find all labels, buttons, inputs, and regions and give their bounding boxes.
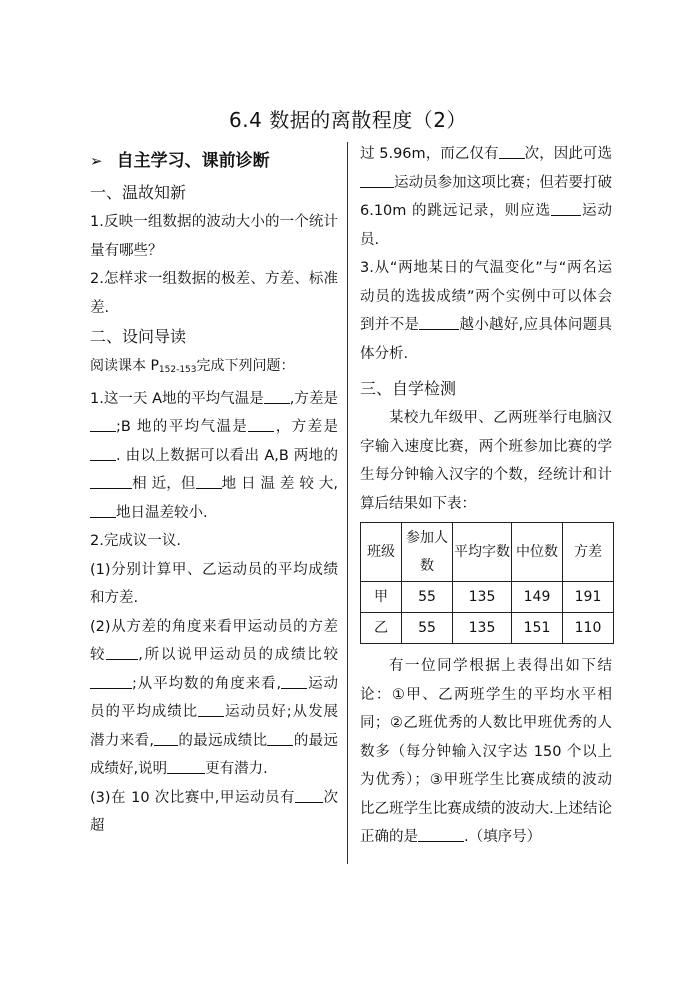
left-column [90,146,338,841]
text-segment: 运动员. [360,203,612,248]
table-cell: 135 [453,582,512,613]
text-segment: 运动员参加这项比赛；但若要打破 6.10m 的跳远记录，则应选 [360,174,612,219]
text-segment: 有一位同学根据上表得出如下结论：①甲、乙两班学生的平均水平相同；②乙班优秀的人数比甲班优秀的人数多（每分钟输入汉字达 150 个以上为优秀）；③甲班学生比赛成绩的波动比乙班学生比赛成绩的波动大.上述结论正确的是 [360,658,612,845]
question-discuss-3 [90,784,338,841]
table-cell: 149 [512,582,563,613]
fill-blank[interactable] [419,315,459,330]
text-segment: 次超 [90,789,338,834]
read-suffix: 完成下列问题： [196,358,295,374]
table-cell: 乙 [361,613,402,644]
conclusion [360,652,612,852]
section-heading-text: 自主学习、课前诊断 [116,151,270,171]
fill-blank[interactable] [360,173,394,188]
text-segment: 的最远成绩好,说明 [90,732,339,777]
table-cell: 甲 [361,582,402,613]
fill-blank[interactable] [154,731,178,746]
text-segment: 地日温差较小. [116,504,208,521]
fill-blank[interactable] [90,674,132,689]
section-heading [90,146,338,176]
text-segment: 运动员好;从发展潜力来看, [90,704,339,749]
question-discuss-1: (1)分别计算甲、乙运动员的平均成绩和方差. [90,561,338,606]
fill-blank[interactable] [281,674,307,689]
fill-blank[interactable] [295,788,323,803]
text-segment: .（填序号） [464,829,542,845]
question-discuss: 2.完成议一议. [90,533,181,549]
table-cell: 55 [402,613,453,644]
text-segment: . 由以上数据可以看出 A,B 两地的 [116,447,338,464]
text-segment: 的最远成绩比 [178,732,268,749]
table-header-cell: 班级 [361,523,402,582]
text-segment: ，方差是 [274,419,338,435]
text-segment: ;从平均数的角度来看, [132,675,282,692]
text-segment: 相 近，但 [132,476,196,492]
text-segment: 地 日 温 差 较 大, [221,476,339,492]
question-discuss-3-cont [360,140,612,254]
fill-blank[interactable] [267,731,293,746]
table-row [361,613,614,644]
test-intro: 某校九年级甲、乙两班举行电脑汉字输入速度比赛，两个班参加比赛的学生每分钟输入汉字的个数，经统计和计算后结果如下表： [360,410,612,512]
question-discuss-2 [90,613,338,784]
fill-blank[interactable] [264,389,290,404]
text-segment: 过 5.96m，而乙仅有 [360,146,499,162]
table-cell: 151 [512,613,563,644]
table-header-cell: 方差 [563,523,614,582]
part1-heading: 一、温故知新 [90,183,187,202]
fill-blank[interactable] [90,417,116,432]
fill-blank[interactable] [418,827,464,842]
part3-heading: 三、自学检测 [360,379,457,398]
fill-blank[interactable] [90,446,116,461]
read-prefix: 阅读课本 P [90,358,159,374]
text-segment: 越小越好,应具体问题具体分析. [360,317,612,362]
right-column [360,140,612,852]
text-segment: ,方差是 [289,390,338,407]
question-temperature [90,385,338,528]
fill-blank[interactable] [106,645,138,660]
text-segment: ,所以说甲运动员的成绩比较 [138,647,339,663]
reading-instruction [90,352,338,385]
table-header-row [361,523,614,582]
table-row [361,582,614,613]
table-cell: 110 [563,613,614,644]
text-segment: (3)在 10 次比赛中,甲运动员有 [90,789,295,806]
fill-blank[interactable] [167,759,205,774]
text-segment: 3.从“两地某日的气温变化”与“两名运动员的选拔成绩”两个实例中可以体会到并不是 [360,260,612,333]
text-segment: 更有潜力. [205,761,268,777]
fill-blank[interactable] [90,503,116,518]
text-segment: (2)从方差的角度来看甲运动员的方差较 [90,618,338,663]
text-segment: 1.这一天 A地的平均气温是 [90,390,264,407]
fill-blank[interactable] [499,144,525,159]
scores-table [360,522,614,644]
page-title: 6.4 数据的离散程度（2） [229,108,467,132]
question-2: 2.怎样求一组数据的极差、方差、标准差. [90,271,338,316]
table-cell: 191 [563,582,614,613]
part2-heading: 二、设问导读 [90,327,187,346]
question-3 [360,254,612,368]
read-pages: 152-153 [158,365,197,375]
table-header-cell: 平均字数 [453,523,512,582]
table-header-cell: 中位数 [512,523,563,582]
fill-blank[interactable] [90,474,132,489]
fill-blank[interactable] [551,201,581,216]
fill-blank[interactable] [248,417,274,432]
text-segment: ;B 地的平均气温是 [116,419,249,435]
column-divider [347,142,348,864]
text-segment: 次，因此可选 [524,146,612,162]
question-1: 1.反映一组数据的波动大小的一个统计量有哪些？ [90,214,338,259]
fill-blank[interactable] [196,474,222,489]
text-segment: 运动员的平均成绩比 [90,675,339,720]
table-cell: 55 [402,582,453,613]
table-cell: 135 [453,613,512,644]
table-header-cell: 参加人数 [402,523,453,582]
arrow-bullet-icon: ➢ [90,152,103,170]
fill-blank[interactable] [198,702,224,717]
